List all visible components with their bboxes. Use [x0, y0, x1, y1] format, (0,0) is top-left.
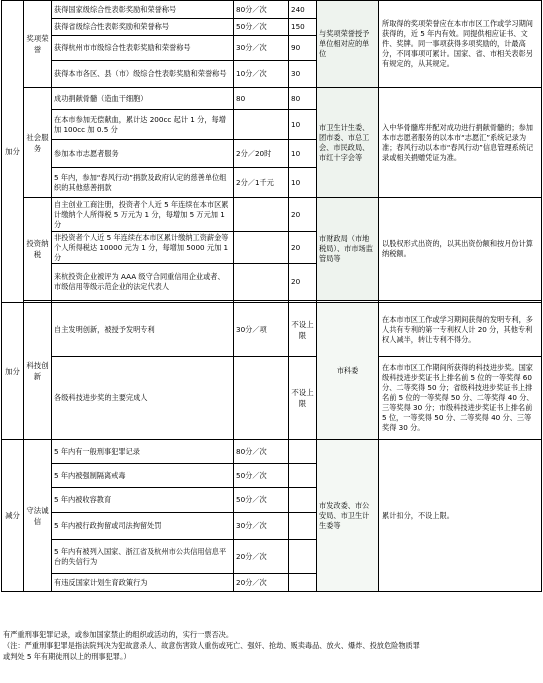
law-max-4 — [289, 513, 317, 540]
social-item-4: 5 年内，参加“春风行动”捐款及政府认定的慈善单位组织的其他慈善捐款 — [52, 168, 234, 198]
social-score-4: 2分／1千元 — [234, 168, 289, 198]
social-score-3: 2分／20时 — [234, 140, 289, 168]
sub-invest: 投资纳税 — [24, 198, 52, 301]
honor-score-1: 80分／次 — [234, 1, 289, 19]
sci-score-2 — [234, 357, 289, 440]
footer-veto-line: 有严重刑事犯罪记录，或参加国家禁止的组织或活动的，实行一票否决。 — [3, 630, 234, 639]
social-item-1: 成功捐献骨髓（造血干细胞） — [52, 88, 234, 110]
invest-score-2 — [234, 232, 289, 264]
law-max-5 — [289, 540, 317, 574]
footer-notes — [3, 629, 539, 662]
honor-item-1: 获得国家级综合性表彰奖励和荣誉称号 — [52, 1, 234, 19]
invest-score-1 — [234, 198, 289, 232]
law-score-4: 30分／次 — [234, 513, 289, 540]
social-max-2: 10 — [289, 110, 317, 140]
honor-max-4: 30 — [289, 61, 317, 88]
invest-max-1: 20 — [289, 198, 317, 232]
law-max-2 — [289, 464, 317, 488]
law-item-4: 5 年内被行政拘留或司法拘留处罚 — [52, 513, 234, 540]
honor-dept: 与奖项荣誉授予单位相对应的单位 — [317, 1, 379, 88]
law-max-6 — [289, 574, 317, 592]
invest-max-2: 20 — [289, 232, 317, 264]
category-add-1: 加分 — [2, 1, 24, 303]
invest-score-3 — [234, 264, 289, 301]
sci-max-1: 不设上限 — [289, 303, 317, 357]
law-score-1: 80分／次 — [234, 440, 289, 464]
invest-item-3: 来杭投资企业被评为 AAA 级守合同重信用企业或者、市级信用等级示范企业的法定代表人 — [52, 264, 234, 301]
law-item-6: 有违反国家计划生育政策行为 — [52, 574, 234, 592]
social-item-2: 在本市参加无偿献血，累计达 200cc 起计 1 分，每增加 100cc 加 0.5 分 — [52, 110, 234, 140]
category-add-2: 加分 — [2, 303, 24, 440]
honor-note: 所取得的奖项荣誉应在本市市区工作或学习期间获得的，近 5 年内有效。同提供相应证书、文件、奖牌。同一事项获得多项奖励的，计最高分，不同事项可累计。国家、省、市相关表彰另有规定的，从其规定。 — [379, 1, 542, 88]
social-max-1: 80 — [289, 88, 317, 110]
honor-item-4: 获得本市各区、县（市）级综合性表彰奖励和荣誉称号 — [52, 61, 234, 88]
honor-max-1: 240 — [289, 1, 317, 19]
sci-score-1: 30分／项 — [234, 303, 289, 357]
sci-item-1: 自主发明创新，被授予发明专利 — [52, 303, 234, 357]
sci-max-2: 不设上限 — [289, 357, 317, 440]
honor-max-2: 150 — [289, 19, 317, 36]
honor-max-3: 90 — [289, 36, 317, 61]
sci-item-2: 各级科技进步奖的主要完成人 — [52, 357, 234, 440]
law-score-6: 20分／次 — [234, 574, 289, 592]
law-score-3: 50分／次 — [234, 488, 289, 513]
sub-honor: 奖项荣誉 — [24, 1, 52, 88]
footer-note-line-2: 或判处 5 年有期徒刑以上的刑事犯罪。） — [3, 652, 131, 661]
sci-dept: 市科委 — [317, 303, 379, 440]
law-dept: 市发改委、市公安局、市卫生计生委等 — [317, 440, 379, 592]
points-table — [1, 0, 542, 592]
law-score-5: 20分／次 — [234, 540, 289, 574]
invest-dept: 市财政局（市地税局）、市市场监管局等 — [317, 198, 379, 301]
law-item-2: 5 年内被强制隔离戒毒 — [52, 464, 234, 488]
honor-item-3: 获得杭州市市级综合性表彰奖励和荣誉称号 — [52, 36, 234, 61]
sub-social: 社会服务 — [24, 88, 52, 198]
sci-note-2: 在本市市区工作期间所获得的科技进步奖。国家级科技进步奖证书上排名前 5 位的一等奖得 60 分、二等奖得 50 分；省级科技进步奖证书上排名前 5 位的一等奖得 50 分、二等奖得 40 分、三等奖得 30 分；市级科技进步奖证书上排名前 5 位，一等奖得 50 分、二等奖得 40 分、三等奖得 30 分。 — [379, 357, 542, 440]
invest-item-1: 自主创业工商注册，投资者个人近 5 年连续在本市区累计缴纳个人所得税 5 万元为 1 分，每增加 5 万元加 1 分 — [52, 198, 234, 232]
footer-note-line: （注：严重刑事犯罪是指法院判决为犯故意杀人、故意伤害致人重伤或死亡、强奸、抢劫、贩卖毒品、放火、爆炸、投放危险物质罪 — [3, 641, 420, 650]
invest-note: 以股权形式出资的，以其出资份额和按月份计算纳税额。 — [379, 198, 542, 301]
social-score-1: 80 — [234, 88, 289, 110]
social-score-2 — [234, 110, 289, 140]
social-max-3: 10 — [289, 140, 317, 168]
social-item-3: 参加本市志愿者服务 — [52, 140, 234, 168]
law-score-2: 50分／次 — [234, 464, 289, 488]
law-item-5: 5 年内有被列入国家、浙江省及杭州市公共信用信息平台的失信行为 — [52, 540, 234, 574]
honor-score-4: 10分／次 — [234, 61, 289, 88]
invest-item-2: 非投资者个人近 5 年连续在本市区累计缴纳工资薪金等个人所得税达 10000 元为 1 分，每增加 5000 元加 1 分 — [52, 232, 234, 264]
category-sub: 减分 — [2, 440, 24, 592]
invest-max-3: 20 — [289, 264, 317, 301]
law-note: 累计扣分，不设上限。 — [379, 440, 542, 592]
honor-item-2: 获得省级综合性表彰奖励和荣誉称号 — [52, 19, 234, 36]
honor-score-3: 30分／次 — [234, 36, 289, 61]
law-item-3: 5 年内被收容教育 — [52, 488, 234, 513]
honor-score-2: 50分／次 — [234, 19, 289, 36]
law-max-3 — [289, 488, 317, 513]
law-max-1 — [289, 440, 317, 464]
sci-note-1: 在本市市区工作或学习期间获得的发明专利，多人共有专利的第一专利权人计 20 分，其他专利权人减半，转让专利不得分。 — [379, 303, 542, 357]
law-item-1: 5 年内有一般刑事犯罪记录 — [52, 440, 234, 464]
sub-law: 守法诚信 — [24, 440, 52, 592]
sub-sci: 科技创新 — [24, 303, 52, 440]
social-dept: 市卫生计生委、团市委、市总工会、市民政局、市红十字会等 — [317, 88, 379, 198]
social-max-4: 10 — [289, 168, 317, 198]
social-note: 入中华骨髓库并配对成功进行捐献骨髓的；参加本市志愿者服务的以本市“志愿汇”系统记录为准；春风行动以本市“春风行动”信息管理系统记录或相关捐赠凭证为准。 — [379, 88, 542, 198]
